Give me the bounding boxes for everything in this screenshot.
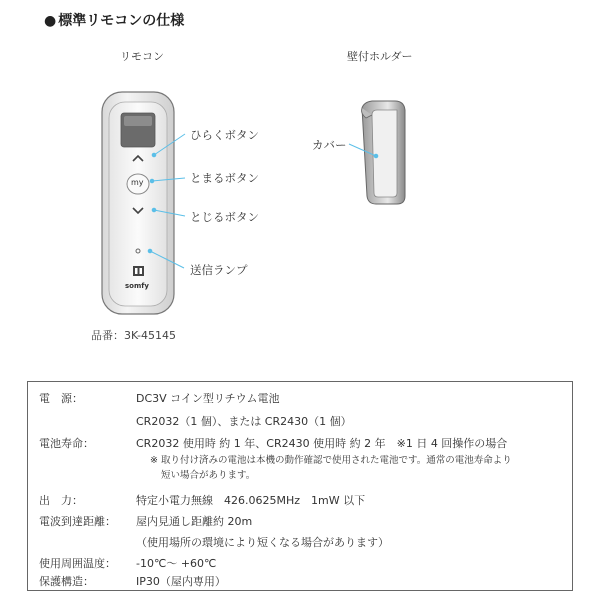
- spec-label: 使用周囲温度：: [39, 557, 116, 570]
- lamp-callout: 送信ランプ: [190, 263, 248, 277]
- cover-callout: カバー: [312, 138, 347, 152]
- holder-cover: [372, 110, 397, 197]
- spec-label: 電池寿命：: [39, 437, 94, 450]
- spec-table: [27, 381, 573, 591]
- holder-label: 壁付ホルダー: [347, 50, 413, 63]
- stop-button-callout: とまるボタン: [190, 171, 259, 185]
- close-button-callout: とじるボタン: [190, 210, 259, 224]
- spec-value: 屋内見通し距離約 20m: [136, 515, 253, 528]
- open-button-callout: ひらくボタン: [190, 128, 259, 142]
- battery-note-2: 短い場合があります。: [161, 470, 256, 481]
- spec-label: 電 源：: [39, 392, 83, 405]
- io-logo-icon: [133, 266, 144, 276]
- battery-note-1: ※ 取り付け済みの電池は本機の動作確認で使用された電池です。通常の電池寿命より: [150, 455, 512, 466]
- model-number: 品番：3K-45145: [91, 329, 177, 342]
- spec-value: -10℃～ +60℃: [136, 557, 217, 570]
- spec-value: CR2032 使用時 約 1 年、CR2430 使用時 約 2 年 ※1 日 4 回操作の場合: [136, 437, 508, 450]
- spec-value: （使用場所の環境により短くなる場合があります）: [136, 536, 389, 549]
- spec-label: 電波到達距離：: [39, 515, 116, 528]
- spec-value: 特定小電力無線 426.0625MHz 1mW 以下: [136, 494, 366, 507]
- spec-label: 保護構造：: [39, 575, 94, 588]
- brand-logo: somfy: [125, 282, 149, 290]
- remote-label: リモコン: [120, 50, 164, 63]
- spec-value: IP30（屋内専用）: [136, 575, 226, 588]
- spec-value: CR2032（1 個）、または CR2430（1 個）: [136, 415, 352, 428]
- page-title: ● 標準リモコンの仕様: [44, 13, 185, 29]
- spec-label: 出 力：: [39, 494, 83, 507]
- spec-value: DC3V コイン型リチウム電池: [136, 392, 280, 405]
- my-button-label: my: [131, 178, 144, 187]
